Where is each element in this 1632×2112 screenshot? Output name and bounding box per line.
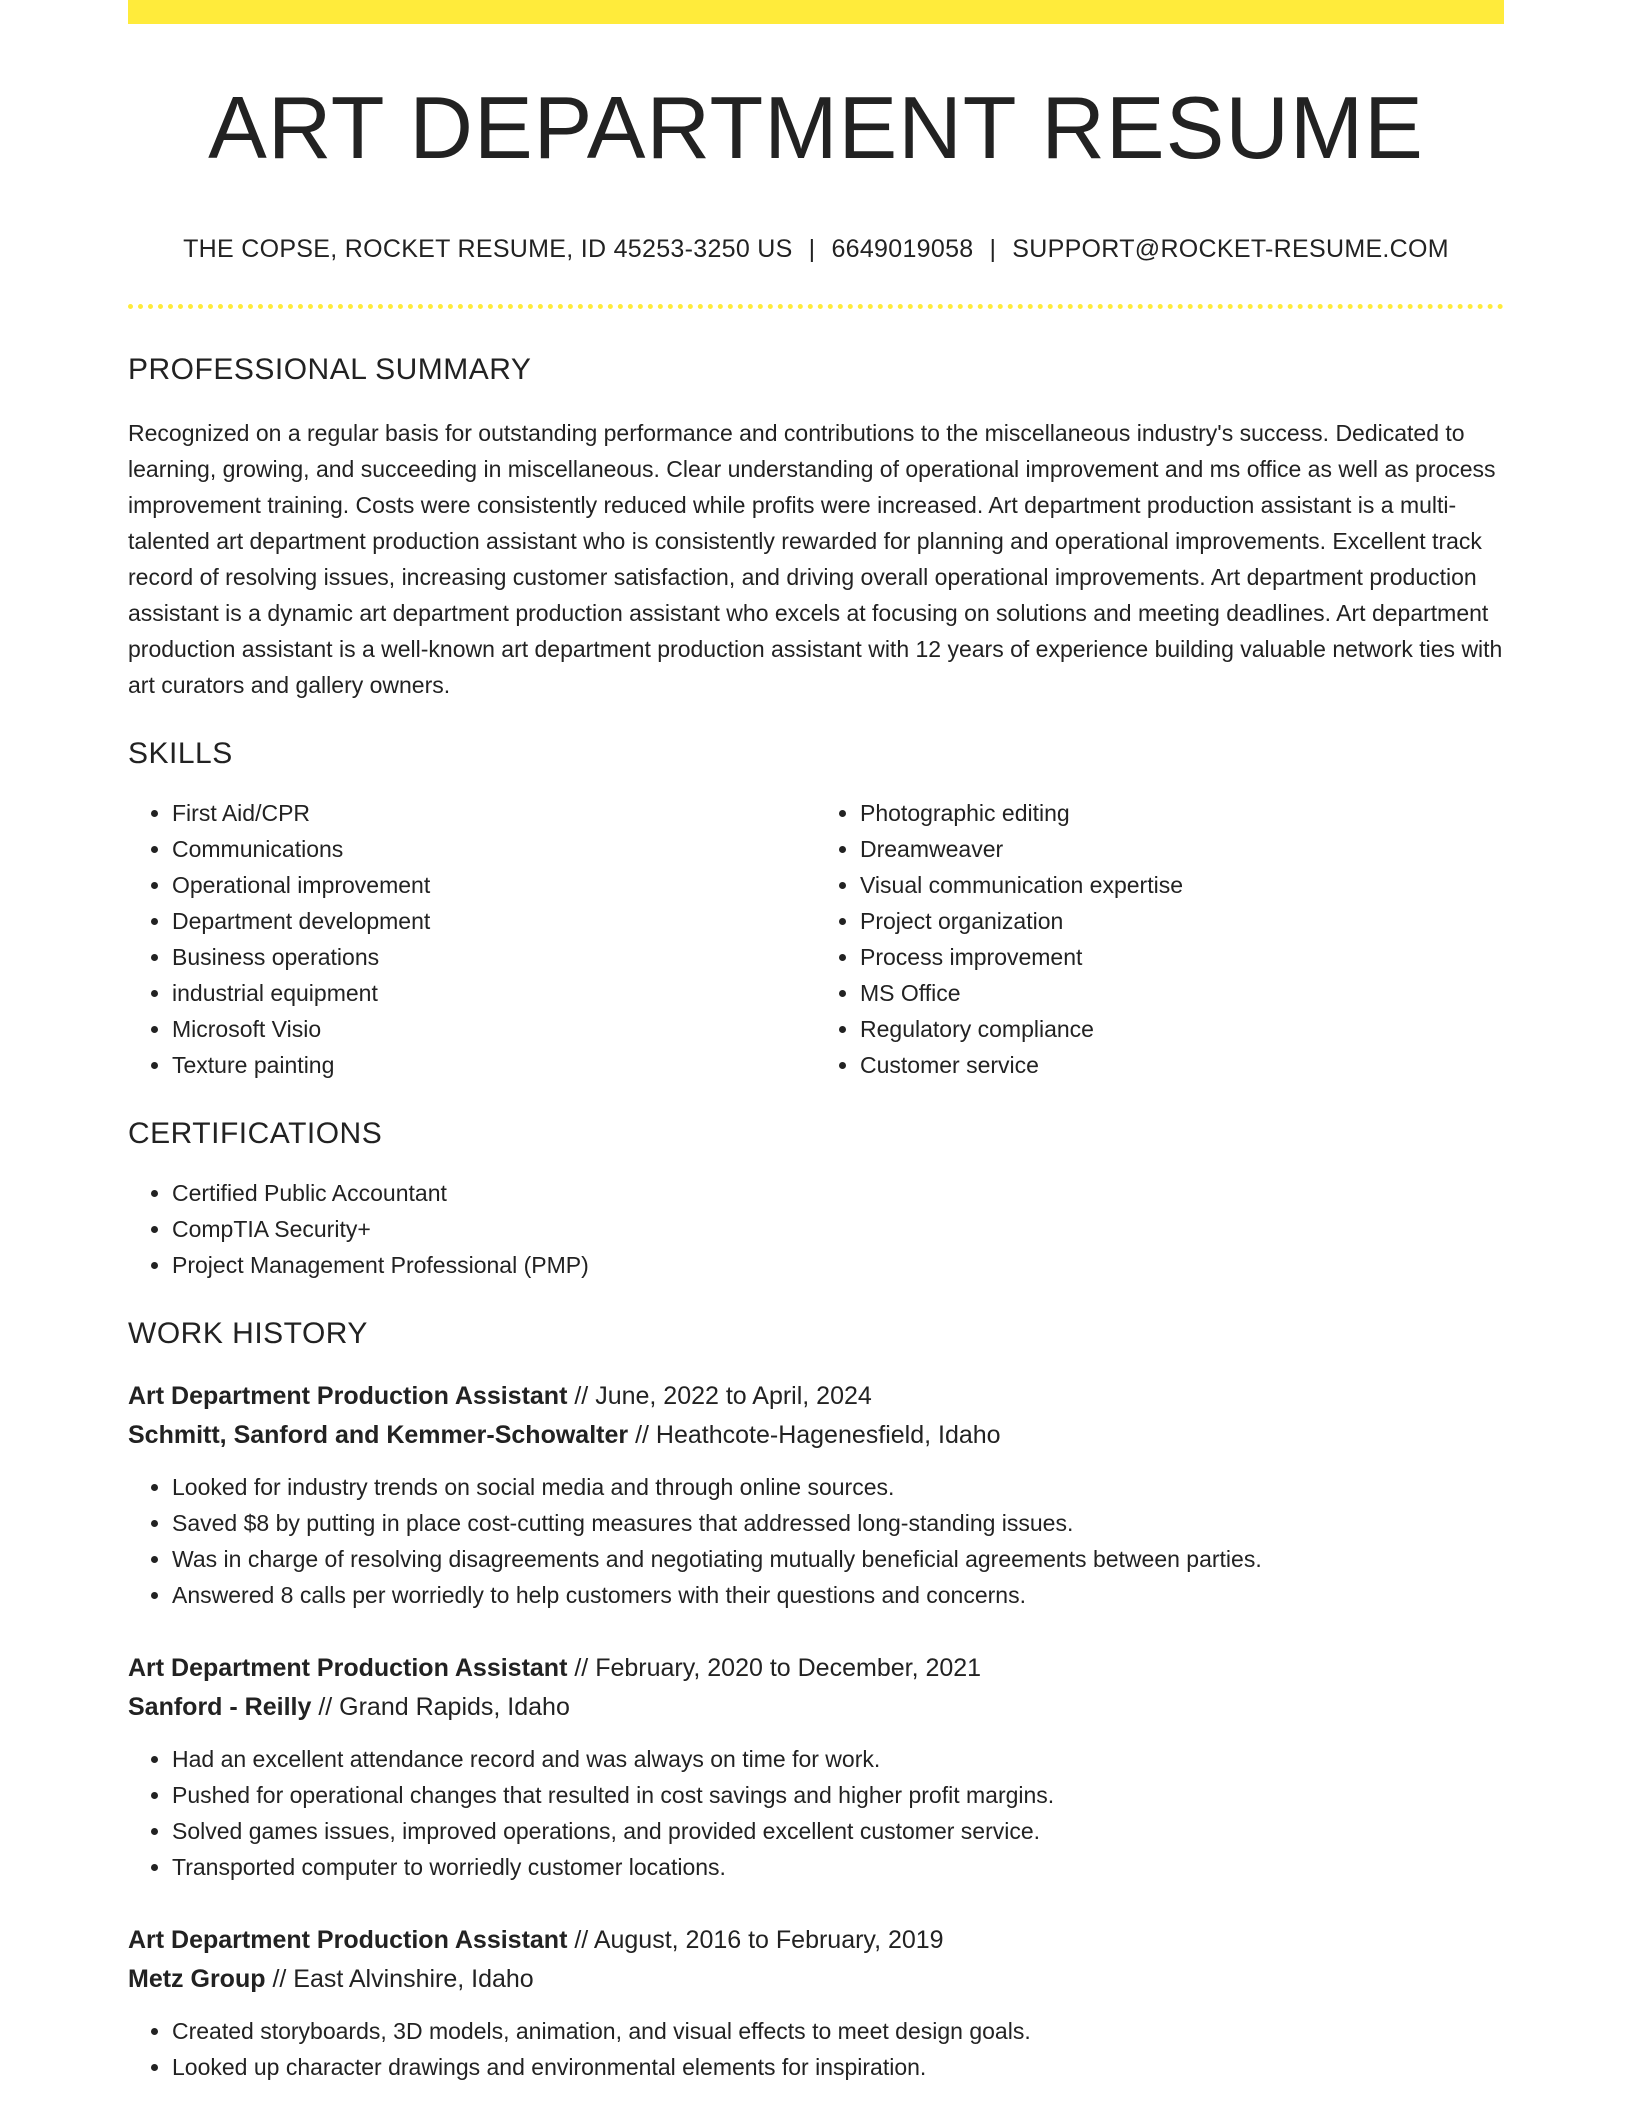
- job-dates: // June, 2022 to April, 2024: [574, 1381, 872, 1410]
- skill-item: • Department development: [172, 903, 816, 939]
- skill-item: • Business operations: [172, 939, 816, 975]
- contact-phone: 6649019058: [831, 234, 974, 263]
- skill-item: • Microsoft Visio: [172, 1011, 816, 1047]
- skills-list-right: [816, 795, 1504, 1083]
- contact-address: THE COPSE, ROCKET RESUME, ID 45253-3250 US: [183, 234, 793, 263]
- job-title: Art Department Production Assistant: [128, 1653, 568, 1682]
- job-bullets: [128, 1741, 1504, 1885]
- job-dates: // August, 2016 to February, 2019: [574, 1925, 944, 1954]
- job-bullet: • Solved games issues, improved operations, and provided excellent customer service.: [172, 1813, 1504, 1849]
- job-bullet: • Pushed for operational changes that resulted in cost savings and higher profit margins.: [172, 1777, 1504, 1813]
- job-bullets: [128, 2013, 1504, 2085]
- job-company-line: [128, 1688, 1504, 1727]
- job-bullet: • Looked for industry trends on social media and through online sources.: [172, 1469, 1504, 1505]
- dotted-divider: [128, 304, 1504, 309]
- skill-item: • Process improvement: [860, 939, 1504, 975]
- job-title: Art Department Production Assistant: [128, 1381, 568, 1410]
- job-title-line: [128, 1377, 1504, 1416]
- job-location: // Grand Rapids, Idaho: [318, 1692, 570, 1721]
- skill-item: • MS Office: [860, 975, 1504, 1011]
- skill-item: • Visual communication expertise: [860, 867, 1504, 903]
- job-bullet: • Was in charge of resolving disagreements and negotiating mutually beneficial agreements between parties.: [172, 1541, 1504, 1577]
- skill-item: • Photographic editing: [860, 795, 1504, 831]
- skill-item: • Operational improvement: [172, 867, 816, 903]
- job-title-line: [128, 1649, 1504, 1688]
- job-dates: // February, 2020 to December, 2021: [574, 1653, 982, 1682]
- job-location: // Heathcote-Hagenesfield, Idaho: [635, 1420, 1001, 1449]
- job-company: Metz Group: [128, 1964, 266, 1993]
- skill-item: • Customer service: [860, 1047, 1504, 1083]
- certification-item: • Project Management Professional (PMP): [172, 1247, 1504, 1283]
- job-bullet: • Created storyboards, 3D models, animation, and visual effects to meet design goals.: [172, 2013, 1504, 2049]
- job-title-line: [128, 1921, 1504, 1960]
- job-entry: [128, 1377, 1504, 1613]
- skill-item: • Texture painting: [172, 1047, 816, 1083]
- contact-email: SUPPORT@ROCKET-RESUME.COM: [1012, 234, 1449, 263]
- summary-heading: PROFESSIONAL SUMMARY: [128, 352, 532, 386]
- job-bullet: • Saved $8 by putting in place cost-cutting measures that addressed long-standing issues.: [172, 1505, 1504, 1541]
- certification-item: • CompTIA Security+: [172, 1211, 1504, 1247]
- skill-item: • Project organization: [860, 903, 1504, 939]
- job-company-line: [128, 1416, 1504, 1455]
- job-entry: [128, 1649, 1504, 1885]
- skill-item: • Dreamweaver: [860, 831, 1504, 867]
- summary-text: Recognized on a regular basis for outstanding performance and contributions to the miscellaneous industry's success. Dedicated to learning, growing, and succeeding in miscellaneous. Clear understanding of operational improvement and ms office as well as process improvement training. Costs were consistently reduced while profits were increased. Art department production assistant is a multi-talented art department production assistant who is consistently rewarded for planning and operational improvements. Excellent track record of resolving issues, increasing customer satisfaction, and driving overall operational improvements. Art department production assistant is a dynamic art department production assistant who excels at focusing on solutions and meeting deadlines. Art department production assistant is a well-known art department production assistant with 12 years of experience building valuable network ties with art curators and gallery owners.: [128, 419, 1503, 698]
- resume-page: [128, 0, 1504, 2112]
- contact-separator: |: [808, 234, 816, 263]
- job-title: Art Department Production Assistant: [128, 1925, 568, 1954]
- job-bullet: • Transported computer to worriedly customer locations.: [172, 1849, 1504, 1885]
- resume-title: ART DEPARTMENT RESUME: [208, 78, 1424, 177]
- job-entry: [128, 1921, 1504, 2085]
- skills-list-left: [128, 795, 816, 1083]
- skill-item: • Regulatory compliance: [860, 1011, 1504, 1047]
- certification-item: • Certified Public Accountant: [172, 1175, 1504, 1211]
- job-location: // East Alvinshire, Idaho: [272, 1964, 534, 1993]
- job-bullet: • Had an excellent attendance record and was always on time for work.: [172, 1741, 1504, 1777]
- skills-heading: SKILLS: [128, 736, 233, 770]
- skill-item: • First Aid/CPR: [172, 795, 816, 831]
- job-bullet: • Answered 8 calls per worriedly to help customers with their questions and concerns.: [172, 1577, 1504, 1613]
- top-accent-bar: [128, 0, 1504, 24]
- skill-item: • Communications: [172, 831, 816, 867]
- job-company-line: [128, 1960, 1504, 1999]
- work-history-heading: WORK HISTORY: [128, 1316, 368, 1350]
- contact-line: [128, 235, 1504, 264]
- job-bullets: [128, 1469, 1504, 1613]
- job-company: Sanford - Reilly: [128, 1692, 312, 1721]
- job-bullet: • Looked up character drawings and environmental elements for inspiration.: [172, 2049, 1504, 2085]
- job-company: Schmitt, Sanford and Kemmer-Schowalter: [128, 1420, 629, 1449]
- certifications-list: [128, 1175, 1504, 1283]
- contact-separator: |: [989, 234, 997, 263]
- skill-item: • industrial equipment: [172, 975, 816, 1011]
- skills-columns: [128, 795, 1504, 1083]
- certifications-heading: CERTIFICATIONS: [128, 1116, 383, 1150]
